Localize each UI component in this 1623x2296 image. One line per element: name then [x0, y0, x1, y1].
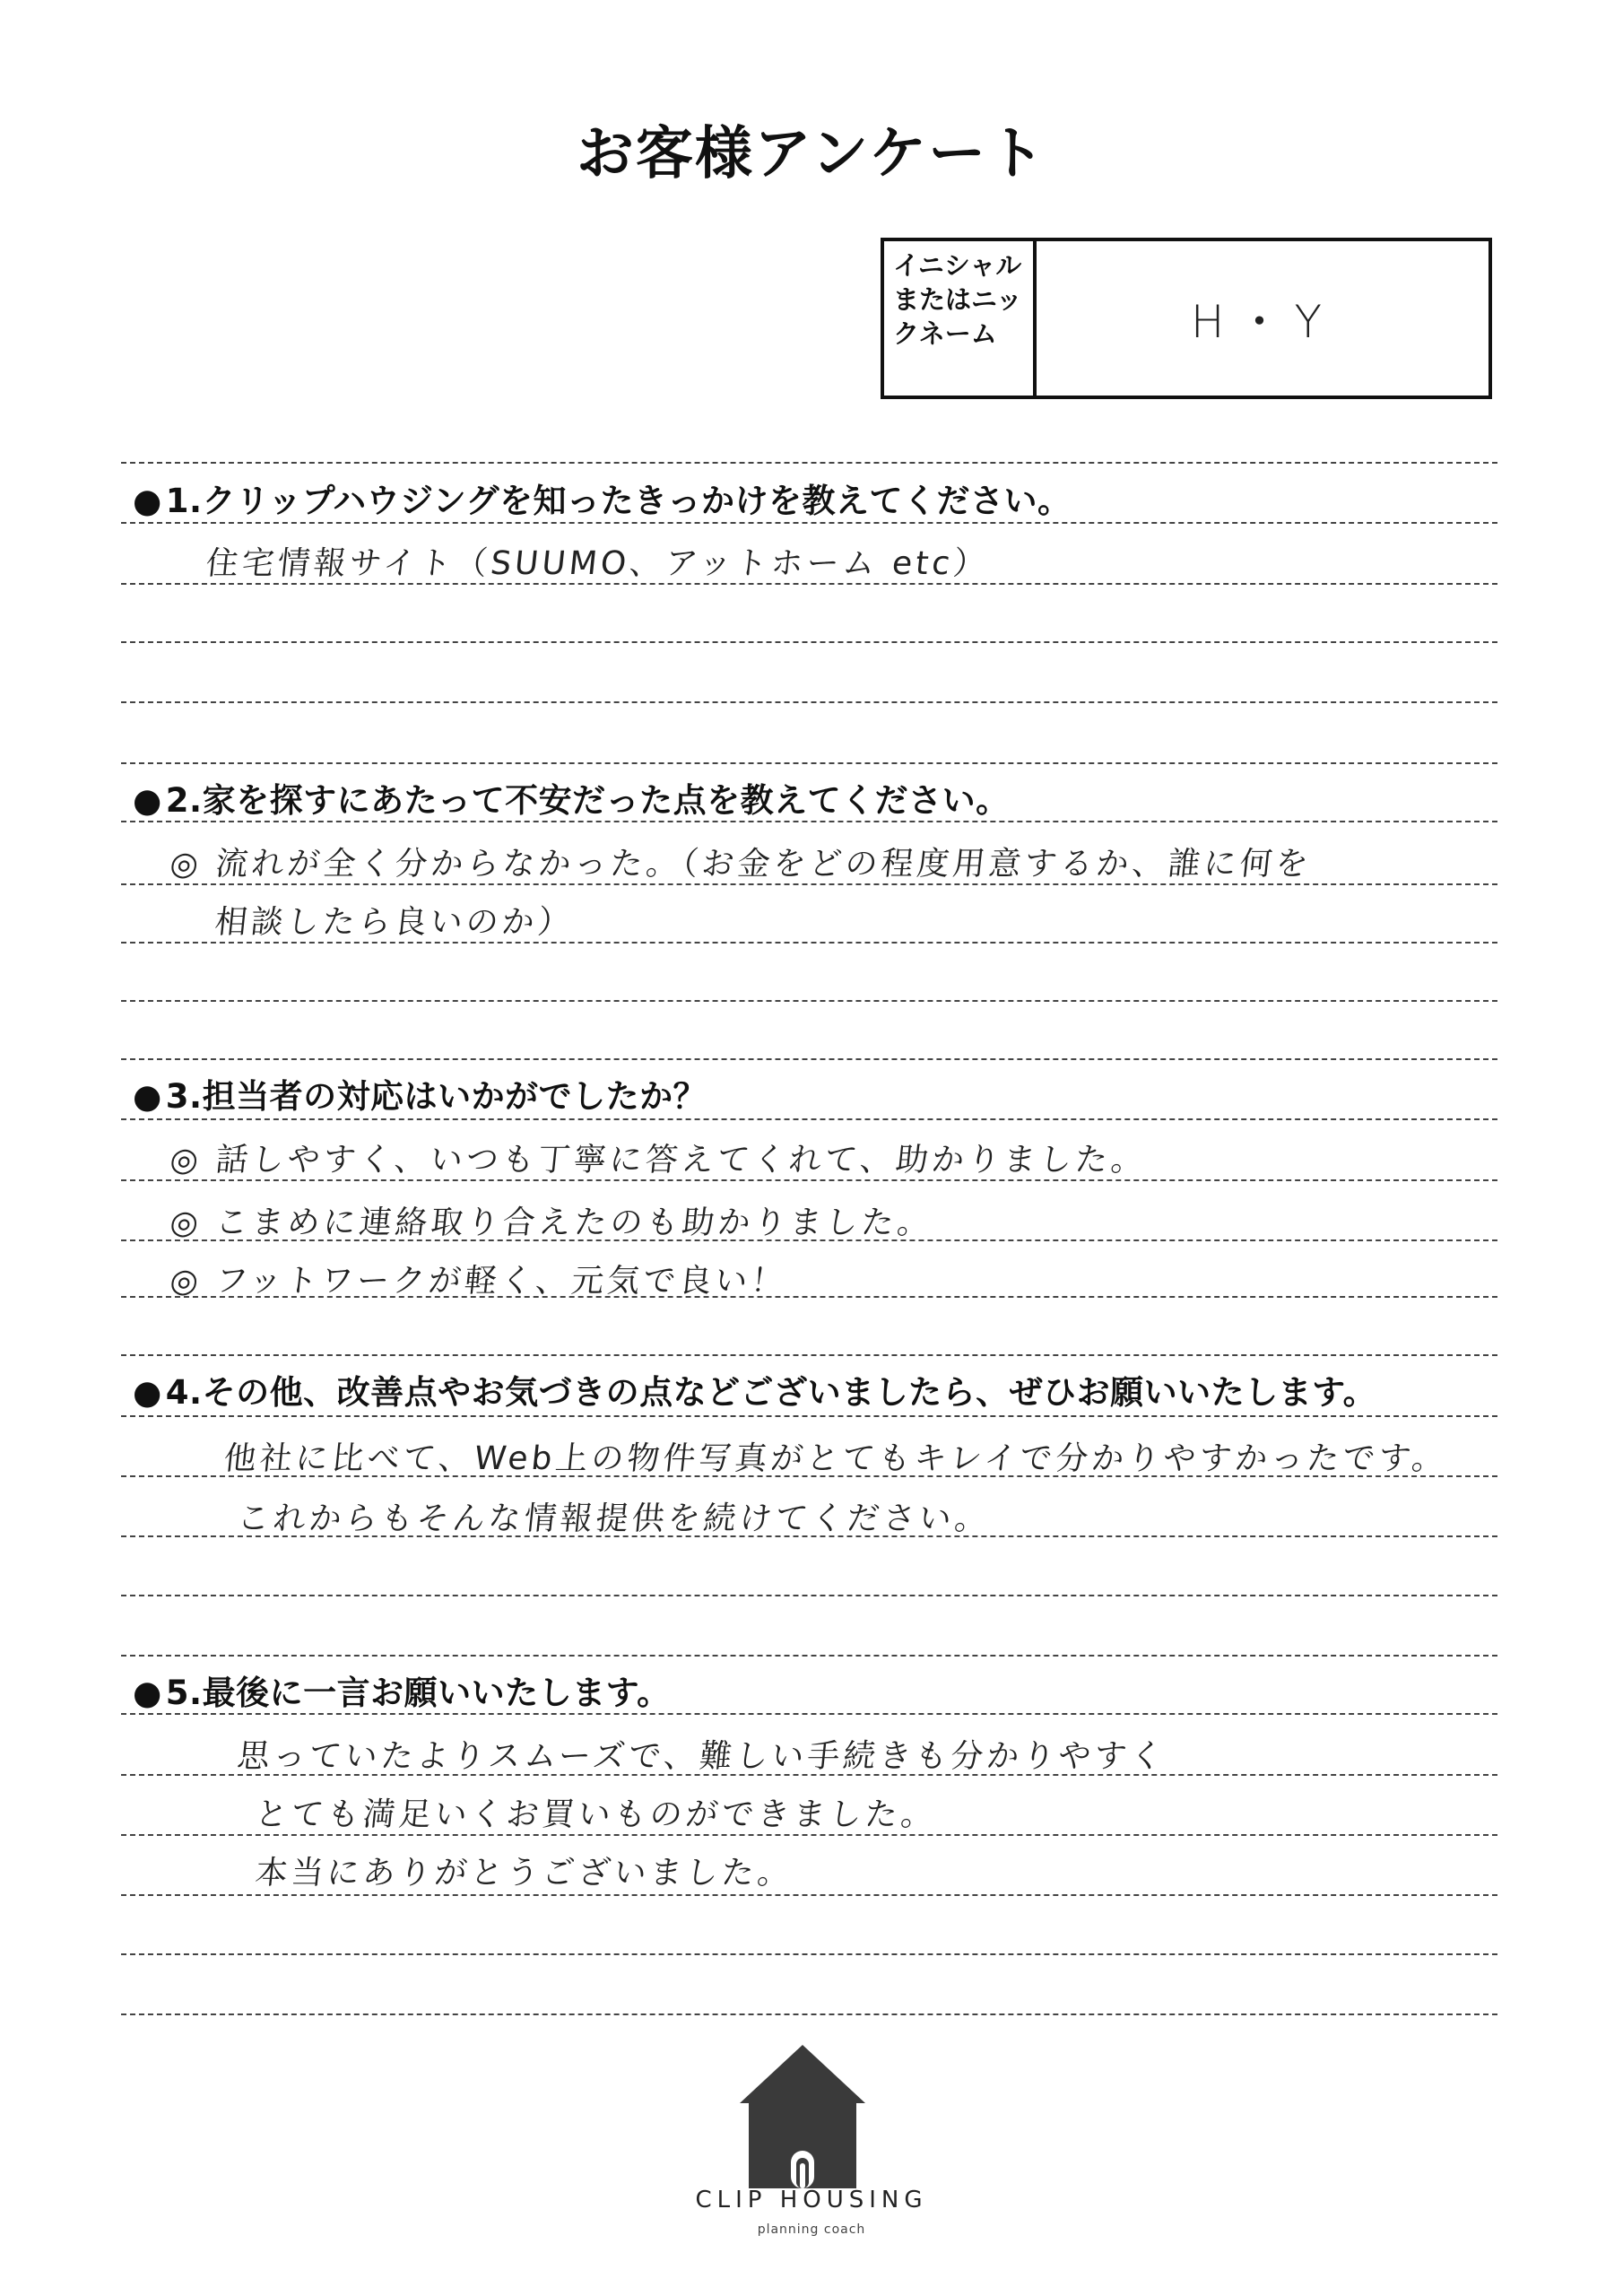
- answer-4-line-1: 他社に比べて、Web上の物件写真がとてもキレイで分かりやすかったです。: [221, 1440, 1450, 1477]
- divider-line: [121, 1475, 1497, 1477]
- question-1: [133, 474, 1072, 522]
- divider-line: [121, 821, 1497, 822]
- divider-line: [121, 462, 1497, 464]
- question-text: 4.その他、改善点やお気づきの点などございましたら、ぜひお願いいたします。: [165, 1373, 1377, 1412]
- divider-line: [121, 1894, 1497, 1896]
- bullet-icon: ●: [133, 1674, 162, 1712]
- divider-line: [121, 1713, 1497, 1715]
- question-text: 2.家を探すにあたって不安だった点を教えてください。: [165, 781, 1010, 820]
- divider-line: [121, 641, 1497, 643]
- answer-2-line-2: 相談したら良いのか）: [213, 904, 576, 941]
- answer-5-line-2: とても満足いくお買いものができました。: [253, 1796, 939, 1833]
- divider-line: [121, 1774, 1497, 1776]
- divider-line: [121, 2013, 1497, 2015]
- divider-line: [121, 701, 1497, 703]
- divider-line: [121, 1000, 1497, 1002]
- bullet-icon: ●: [133, 1373, 162, 1412]
- question-2: [133, 773, 1010, 822]
- divider-line: [121, 1058, 1497, 1060]
- question-text: 3.担当者の対応はいかがでしたか？: [165, 1077, 707, 1116]
- answer-3-line-3: ◎ フットワークが軽く、元気で良い！: [168, 1263, 789, 1300]
- divider-line: [121, 1354, 1497, 1356]
- answer-3-line-1: ◎ 話しやすく、いつも丁寧に答えてくれて、助かりました。: [168, 1142, 1150, 1178]
- question-3: [133, 1069, 707, 1118]
- answer-2-line-1: ◎ 流れが全く分からなかった。（お金をどの程度用意するか、誰に何を: [168, 846, 1314, 883]
- page-title: お客様アンケート: [576, 121, 1047, 187]
- question-text: 5.最後に一言お願いいたします。: [165, 1674, 671, 1712]
- answer-1-line-1: 住宅情報サイト（SUUMO、アットホーム etc）: [204, 545, 992, 582]
- name-box-value: H・Y: [1190, 296, 1335, 348]
- answer-5-line-1: 思っていたよりスムーズで、難しい手続きも分かりやすく: [235, 1738, 1168, 1775]
- name-box-label: イニシャルまたはニックネーム: [884, 241, 1037, 396]
- answer-4-line-2: これからもそんな情報提供を続けてください。: [235, 1500, 993, 1537]
- divider-line: [121, 1296, 1497, 1298]
- divider-line: [121, 1118, 1497, 1120]
- divider-line: [121, 1595, 1497, 1596]
- divider-line: [121, 1535, 1497, 1537]
- divider-line: [121, 1179, 1497, 1181]
- divider-line: [121, 1415, 1497, 1417]
- divider-line: [121, 1655, 1497, 1657]
- answer-3-line-2: ◎ こまめに連絡取り合えたのも助かりました。: [168, 1205, 935, 1241]
- house-icon: [735, 2036, 870, 2197]
- bullet-icon: ●: [133, 482, 162, 520]
- name-box: [881, 238, 1492, 399]
- question-text: 1.クリップハウジングを知ったきっかけを教えてください。: [165, 482, 1072, 520]
- brand-name: CLIP HOUSING: [695, 2187, 928, 2213]
- bullet-icon: ●: [133, 1077, 162, 1116]
- answer-5-line-3: 本当にありがとうございました。: [253, 1855, 795, 1892]
- question-4: [133, 1365, 1376, 1413]
- divider-line: [121, 1953, 1497, 1955]
- brand-tagline: planning coach: [757, 2222, 866, 2237]
- divider-line: [121, 1239, 1497, 1241]
- question-5: [133, 1665, 671, 1714]
- divider-line: [121, 762, 1497, 764]
- divider-line: [121, 583, 1497, 585]
- divider-line: [121, 1834, 1497, 1836]
- divider-line: [121, 522, 1497, 524]
- divider-line: [121, 883, 1497, 885]
- divider-line: [121, 942, 1497, 944]
- bullet-icon: ●: [133, 781, 162, 820]
